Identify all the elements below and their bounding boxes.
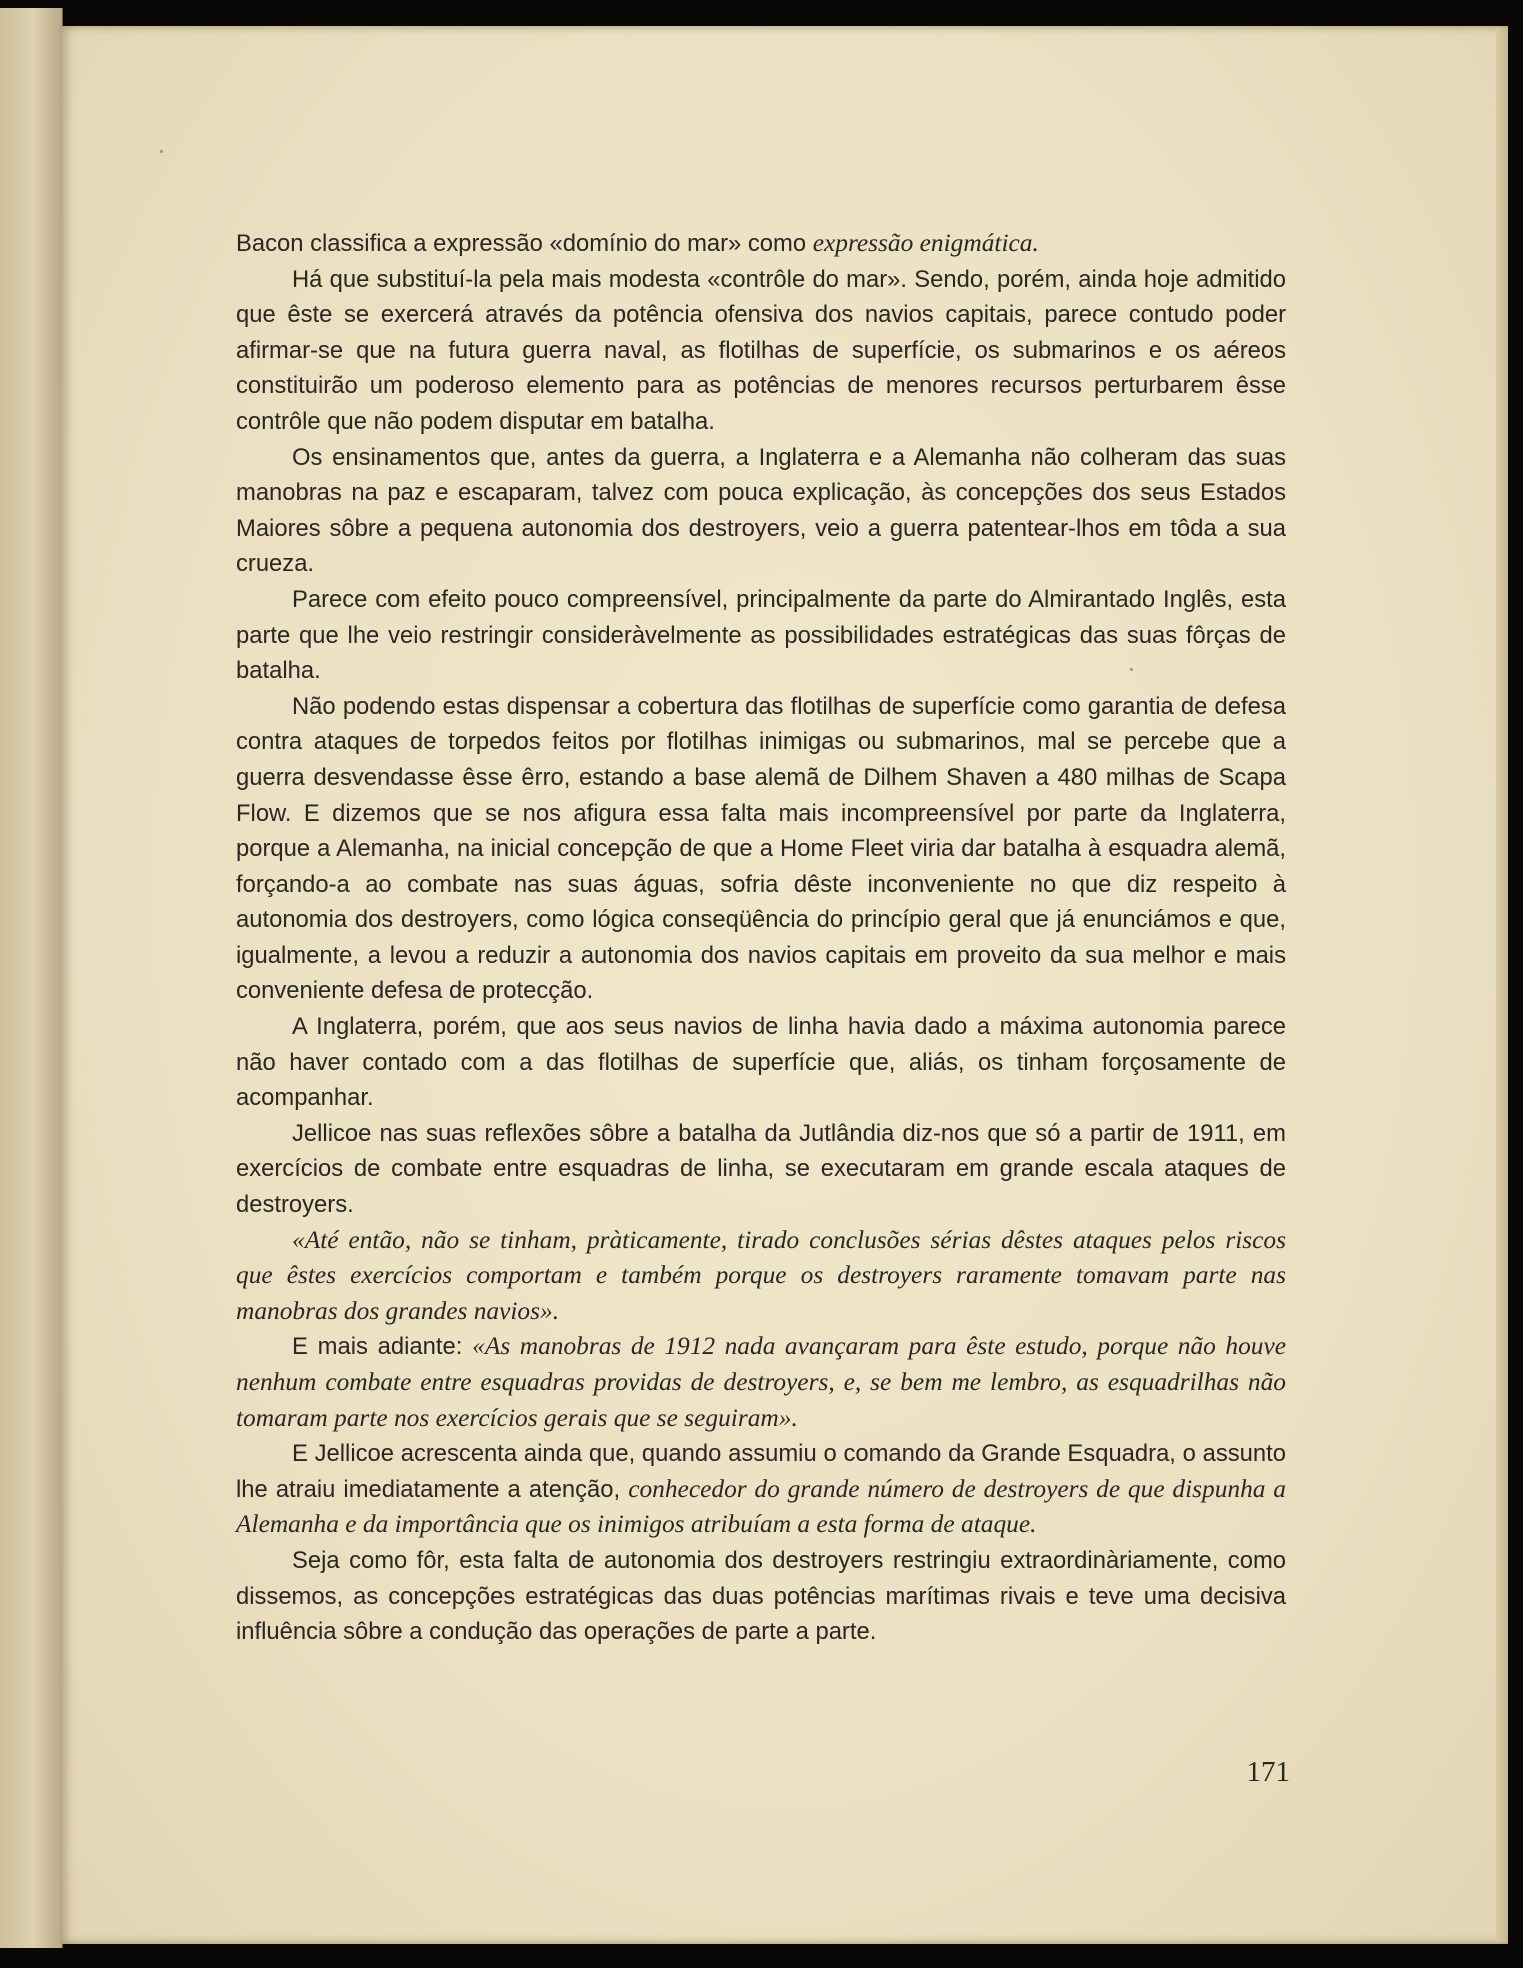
paragraph: [236, 689, 1286, 1009]
quoted-paragraph: [236, 1223, 1286, 1330]
paragraph-text: E Jellicoe acrescenta ainda que, quando assumiu o comando da Grande Esquadra, o assunto lhe atraiu imediatamente a atenção,: [236, 1440, 1286, 1503]
paragraph-text: E mais adiante:: [292, 1333, 473, 1361]
paragraph: [236, 440, 1286, 582]
paragraph: [236, 1009, 1286, 1116]
paragraph: [236, 226, 1286, 262]
paragraph: [236, 1543, 1286, 1650]
paragraph: [236, 582, 1286, 689]
paper-speck: [160, 150, 163, 153]
paragraph-text: Parece com efeito pouco compreensível, principalmente da parte do Almirantado Inglês, esta parte que lhe veio restringir consideràvelmente as possibilidades estratégicas das suas fôrças de batalha.: [236, 585, 1286, 685]
previous-page-edge: [0, 8, 63, 1948]
paragraph-text-italic: «As manobras de 1912 nada avançaram para êste estudo, porque não houve nenhum combate entre esquadras providas de destroyers, e, se bem me lembro, as esquadrilhas não tomaram parte nos exercícios gerais que se seguiram».: [236, 1332, 1286, 1432]
paragraph-text: A Inglaterra, porém, que aos seus navios de linha havia dado a máxima autonomia parece não haver contado com a das flotilhas de superfície que, aliás, os tinham forçosamente de acompanhar.: [236, 1013, 1286, 1112]
paragraph-text: Há que substituí-la pela mais modesta «contrôle do mar». Sendo, porém, ainda hoje admitido que êste se exercerá através da potência ofensiva dos navios capitais, parece contudo poder afirmar-se que na futura guerra naval, as flotilhas de superfície, os submarinos e os aéreos constituirão um poderoso elemento para as potências de menores recursos perturbarem êsse contrôle que não podem disputar em batalha.: [236, 265, 1286, 435]
paragraph: [236, 1436, 1286, 1543]
paragraph-text: Jellicoe nas suas reflexões sôbre a batalha da Jutlândia diz-nos que só a partir de 1911, em exercícios de combate entre esquadras de linha, se executaram em grande escala ataques de destroyers.: [236, 1119, 1286, 1219]
paragraph-text: Os ensinamentos que, antes da guerra, a Inglaterra e a Alemanha não colheram das suas manobras na paz e escaparam, talvez com pouca explicação, às concepções dos seus Estados Maiores sôbre a pequena autonomia dos destroyers, veio a guerra patentear-lhos em tôda a sua crueza.: [236, 443, 1286, 578]
paragraph-text-italic: expressão enigmática.: [812, 229, 1039, 257]
paragraph-text: Bacon classifica a expressão «domínio do mar» como: [236, 230, 813, 257]
paragraph: [236, 1329, 1286, 1436]
paragraph: [236, 1116, 1286, 1223]
paragraph-text: Seja como fôr, esta falta de autonomia dos destroyers restringiu extraordinàriamente, como dissemos, as concepções estratégicas das duas potências marítimas rivais e teve uma decisiva influência sôbre a condução das operações de parte a parte.: [236, 1546, 1286, 1646]
body-text: [236, 226, 1286, 1650]
paragraph-text-italic: conhecedor do grande número de destroyers de que dispunha a Alemanha e da importância que os inimigos atribuíam a esta forma de ataque.: [236, 1474, 1286, 1539]
page-number: 171: [1246, 1756, 1290, 1788]
paragraph: [236, 262, 1286, 440]
page-right-edge: [1496, 28, 1508, 1942]
paragraph-text: Não podendo estas dispensar a cobertura das flotilhas de superfície como garantia de defesa contra ataques de torpedos feitos por flotilhas inimigas ou submarinos, mal se percebe que a guerra desvendasse êsse êrro, estando a base alemã de Dilhem Shaven a 480 milhas de Scapa Flow. E dizemos que se nos afigura essa falta mais incompreensível por parte da Inglaterra, porque a Alemanha, na inicial concepção de que a Home Fleet viria dar batalha à esquadra alemã, forçando-a ao combate nas suas águas, sofria dêste inconveniente no que diz respeito à autonomia dos destroyers, como lógica conseqüência do princípio geral que já enunciámos e que, igualmente, a levou a reduzir a autonomia dos navios capitais em proveito da sua melhor e mais conveniente defesa de protecção.: [236, 692, 1286, 1005]
paragraph-text-italic: «Até então, não se tinham, pràticamente, tirado conclusões sérias dêstes ataques pelos riscos que êstes exercícios comportam e também porque os destroyers raramente tomavam parte nas manobras dos grandes navios».: [236, 1225, 1286, 1325]
